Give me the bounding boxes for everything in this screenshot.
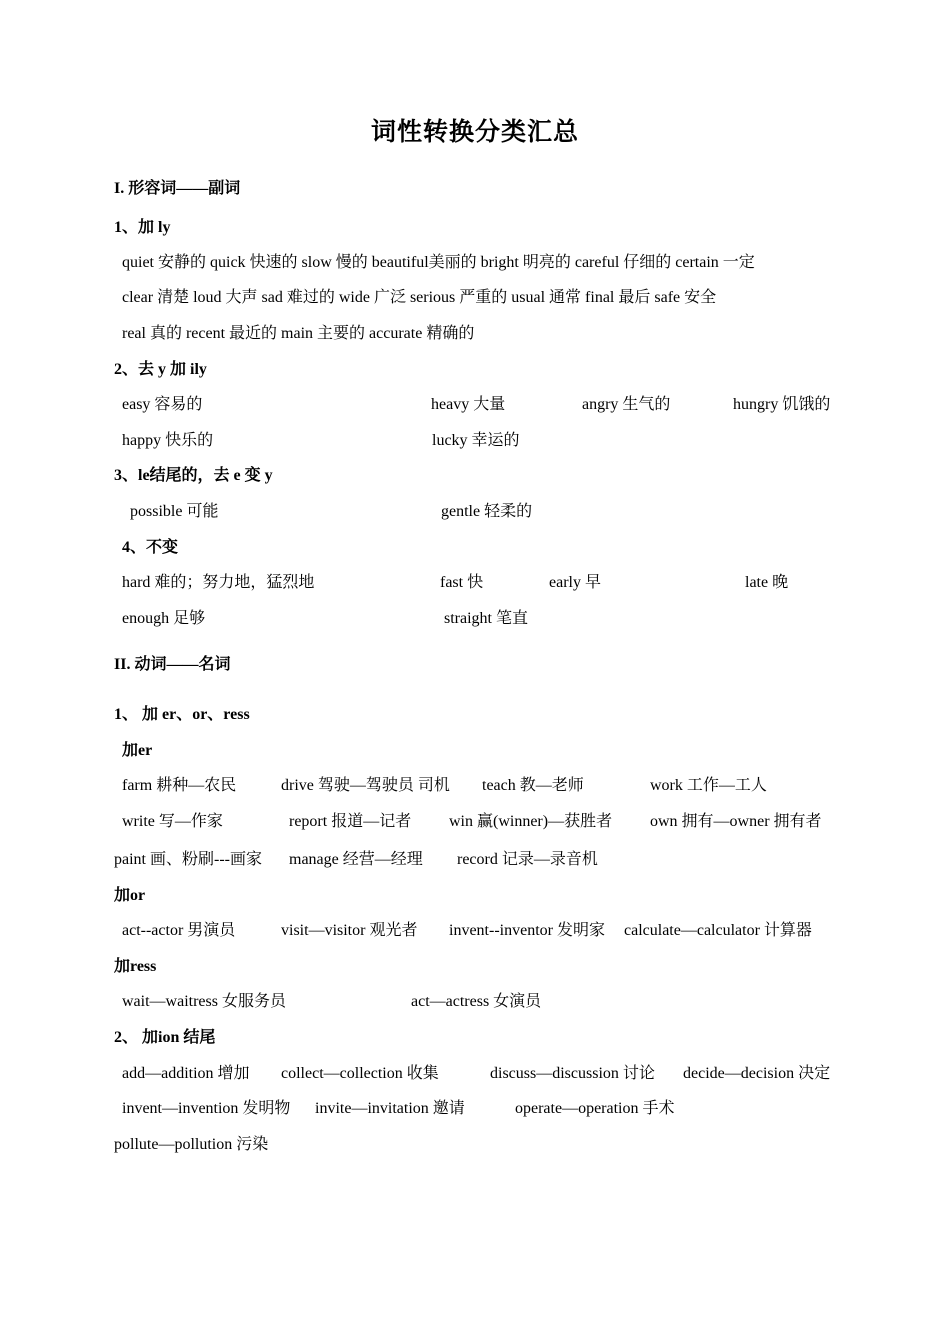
word-item: own 拥有—owner 拥有者 [650, 813, 822, 830]
word-item: discuss—discussion 讨论 [490, 1065, 655, 1082]
word-row: quiet 安静的 quick 快速的 slow 慢的 beautiful美丽的 bright 明亮的 careful 仔细的 certain 一定 [122, 254, 755, 271]
word-item: farm 耕种—农民 [122, 777, 237, 794]
word-item: drive 驾驶—驾驶员 司机 [281, 777, 450, 794]
word-item: early 早 [549, 574, 601, 591]
word-item: invent—invention 发明物 [122, 1100, 291, 1117]
word-item: invite—invitation 邀请 [315, 1100, 465, 1117]
word-item: add—addition 增加 [122, 1065, 250, 1082]
group-heading-er: 加er [122, 742, 153, 759]
word-item: operate—operation 手术 [515, 1100, 675, 1117]
word-item: collect—collection 收集 [281, 1065, 439, 1082]
word-item: manage 经营—经理 [289, 851, 423, 868]
word-item: teach 教—老师 [482, 777, 584, 794]
word-item: calculate—calculator 计算器 [624, 922, 812, 939]
word-item: straight 笔直 [444, 610, 528, 627]
word-row: pollute—pollution 污染 [114, 1136, 269, 1153]
section-1-sub3-heading: 3、le结尾的，去 e 变 y [114, 467, 273, 484]
word-item: visit—visitor 观光者 [281, 922, 418, 939]
section-1-sub2-heading: 2、去 y 加 ily [114, 361, 207, 378]
word-item: wait—waitress 女服务员 [122, 993, 286, 1010]
section-1-sub4-heading: 4、不变 [122, 539, 179, 556]
word-row: real 真的 recent 最近的 main 主要的 accurate 精确的 [122, 325, 475, 342]
word-item: paint 画、粉刷---画家 [114, 851, 262, 868]
word-item: fast 快 [440, 574, 484, 591]
word-item: lucky 幸运的 [432, 432, 520, 449]
section-2-heading: II. 动词——名词 [114, 656, 231, 673]
word-item: act—actress 女演员 [411, 993, 542, 1010]
word-item: heavy 大量 [431, 396, 506, 413]
word-item: report 报道—记者 [289, 813, 412, 830]
section-2-sub2-heading: 2、 加ion 结尾 [114, 1029, 216, 1046]
word-item: angry 生气的 [582, 396, 671, 413]
word-item: work 工作—工人 [650, 777, 767, 794]
word-item: gentle 轻柔的 [441, 503, 533, 520]
word-item: invent--inventor 发明家 [449, 922, 605, 939]
word-item: late 晚 [745, 574, 789, 591]
word-item: hard 难的；努力地，猛烈地 [122, 574, 315, 591]
word-item: hungry 饥饿的 [733, 396, 831, 413]
section-1-heading: I. 形容词——副词 [114, 180, 241, 197]
word-item: write 写—作家 [122, 813, 223, 830]
page-title: 词性转换分类汇总 [370, 117, 579, 146]
word-item: win 赢(winner)—获胜者 [449, 813, 613, 830]
section-1-sub1-heading: 1、加 ly [114, 219, 171, 236]
group-heading-or: 加or [114, 887, 146, 904]
word-item: enough 足够 [122, 610, 206, 627]
word-item: easy 容易的 [122, 396, 203, 413]
word-item: record 记录—录音机 [457, 851, 598, 868]
word-item: possible 可能 [130, 503, 219, 520]
group-heading-ress: 加ress [114, 958, 157, 975]
word-item: happy 快乐的 [122, 432, 214, 449]
word-item: act--actor 男演员 [122, 922, 236, 939]
word-row: clear 清楚 loud 大声 sad 难过的 wide 广泛 serious 严重的 usual 通常 final 最后 safe 安全 [122, 289, 717, 306]
section-2-sub1-heading: 1、 加 er、or、ress [114, 706, 250, 723]
word-item: decide—decision 决定 [683, 1065, 831, 1082]
